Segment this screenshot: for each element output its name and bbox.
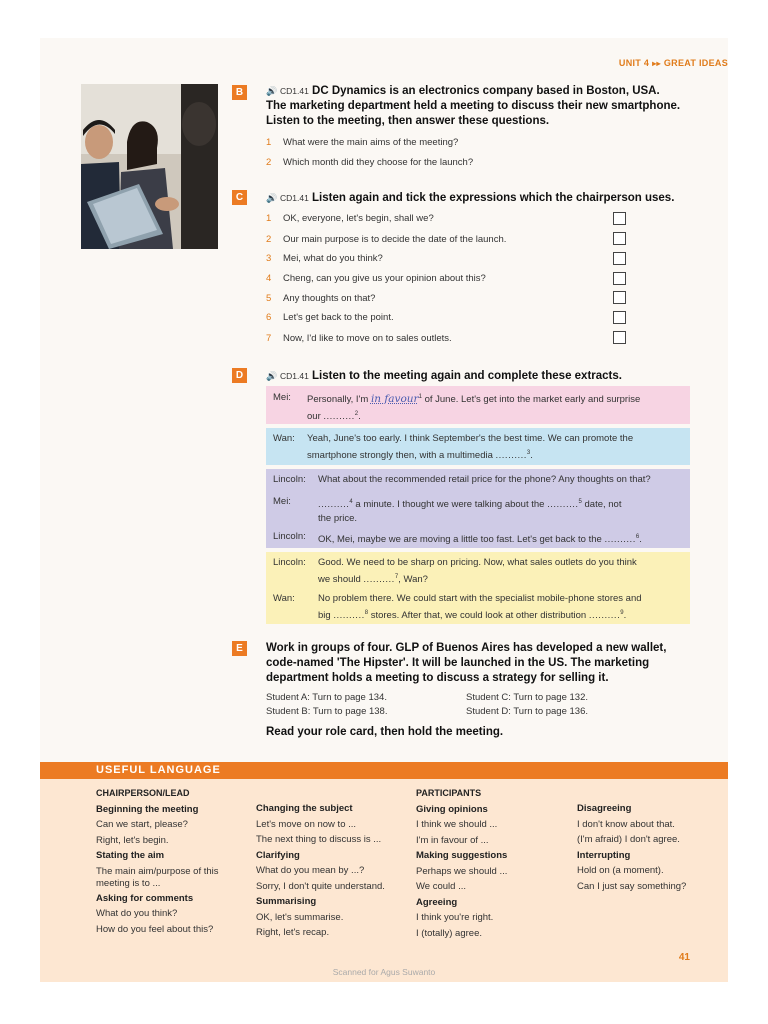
- c-item-1: 1 OK, everyone, let's begin, shall we?: [266, 213, 434, 224]
- speaker-name: Lincoln:: [273, 557, 306, 568]
- speaker-name: Wan:: [273, 593, 295, 604]
- speaker-icon: 🔊: [266, 86, 278, 96]
- section-b-badge: B: [232, 85, 247, 100]
- section-e-badge: E: [232, 641, 247, 656]
- c-item-6: 6 Let's get back to the point.: [266, 312, 394, 323]
- extract-line: Good. We need to be sharp on pricing. Now, what sales outlets do you think we should ..........$^7$, Wan?: [318, 557, 637, 586]
- scan-watermark: Scanned for Agus Suwanto: [332, 967, 436, 977]
- section-c-badge: C: [232, 190, 247, 205]
- speaker-icon: 🔊: [266, 193, 278, 203]
- section-d-instructions: CD1.41 Listen to the meeting again and complete these extracts.: [280, 370, 622, 382]
- extract-line: ..........$^4$ a minute. I thought we were talking about the ..........$^5$ date, not the price.: [318, 499, 622, 525]
- running-header: UNIT 4 ▸▸ GREAT IDEAS: [618, 58, 728, 68]
- useful-col-participants: PARTICIPANTS Giving opinions I think we should ... I'm in favour of ... Making suggestions Perhaps we should ... We could ... Agreeing I think you're right. I (totally) agree.: [416, 788, 508, 939]
- unit-label: UNIT 4: [618, 58, 650, 68]
- tick-checkbox-5[interactable]: [613, 291, 626, 304]
- section-e-instructions: Work in groups of four. GLP of Buenos Aires has developed a new wallet, code-named 'The Hipster'. It will be launched in the US. The marketing department holds a meeting to discuss a strategy for selling it.: [266, 642, 667, 684]
- speaker-name: Wan:: [273, 433, 295, 444]
- useful-language-title: USEFUL LANGUAGE: [96, 764, 221, 776]
- tick-checkbox-3[interactable]: [613, 252, 626, 265]
- student-a-reference: Student A: Turn to page 134.: [266, 692, 387, 703]
- section-c-instructions: CD1.41 Listen again and tick the expressions which the chairperson uses.: [280, 192, 675, 204]
- extract-line: Personally, I'm in favour$^1$ of June. Let's get into the market early and surprise our ..........$^2$.: [307, 393, 641, 423]
- useful-col-disagreeing: Disagreeing I don't know about that. (I'm afraid) I don't agree. Interrupting Hold on (a moment). Can I just say something?: [577, 803, 687, 892]
- speaker-name: Mei:: [273, 496, 291, 507]
- student-b-reference: Student B: Turn to page 138.: [266, 706, 388, 717]
- section-b-instructions: CD1.41 DC Dynamics is an electronics company based in Boston, USA. The marketing department held a meeting to discuss their new smartphone. Listen to the meeting, then answer these questions.: [266, 85, 681, 127]
- page-number: 41: [678, 952, 690, 963]
- c-item-3: 3 Mei, what do you think?: [266, 253, 383, 264]
- speaker-name: Lincoln:: [273, 474, 306, 485]
- useful-col-chairperson: CHAIRPERSON/LEAD Beginning the meeting Can we start, please? Right, let's begin. Stating the aim The main aim/purpose of this meeting is to ... Asking for comments What do you think? How do you feel about this?: [96, 788, 219, 935]
- student-c-reference: Student C: Turn to page 132.: [466, 692, 589, 703]
- speaker-name: Mei:: [273, 392, 291, 403]
- tick-checkbox-2[interactable]: [613, 232, 626, 245]
- section-label: GREAT IDEAS: [663, 58, 728, 68]
- useful-col-subject: Changing the subject Let's move on now to ... The next thing to discuss is ... Clarifying What do you mean by ...? Sorry, I don't quite understand. Summarising OK, let's summarise. Right, let's recap.: [256, 803, 385, 938]
- meeting-photo: [81, 84, 218, 249]
- extract-line: OK, Mei, maybe we are moving a little too fast. Let's get back to the ..........$^6$.: [318, 534, 642, 546]
- extract-line: What about the recommended retail price for the phone? Any thoughts on that?: [318, 474, 651, 485]
- c-item-7: 7 Now, I'd like to move on to sales outlets.: [266, 333, 452, 344]
- c-item-4: 4 Cheng, can you give us your opinion about this?: [266, 273, 486, 284]
- tick-checkbox-4[interactable]: [613, 272, 626, 285]
- tick-checkbox-7[interactable]: [613, 331, 626, 344]
- extract-line: Yeah, June's too early. I think September's the best time. We can promote the smartphone strongly then, with a multimedia ..........$^3$.: [307, 433, 634, 462]
- student-d-reference: Student D: Turn to page 136.: [466, 706, 589, 717]
- speaker-icon: 🔊: [266, 371, 278, 381]
- useful-language-bar: [40, 762, 728, 779]
- tick-checkbox-1[interactable]: [613, 212, 626, 225]
- section-d-badge: D: [232, 368, 247, 383]
- tick-checkbox-6[interactable]: [613, 311, 626, 324]
- speaker-name: Lincoln:: [273, 531, 306, 542]
- role-card-instruction: Read your role card, then hold the meeting.: [266, 726, 504, 738]
- c-item-2: 2 Our main purpose is to decide the date of the launch.: [266, 234, 507, 245]
- extract-line: No problem there. We could start with the specialist mobile-phone stores and big ..........$^8$ stores. After that, we could look at other distribution ..........$^9$.: [318, 593, 642, 622]
- b-question-2: 2 Which month did they choose for the launch?: [266, 157, 474, 168]
- b-question-1: 1 What were the main aims of the meeting?: [266, 137, 459, 148]
- c-item-5: 5 Any thoughts on that?: [266, 293, 376, 304]
- handwritten-answer: in favour: [370, 393, 419, 406]
